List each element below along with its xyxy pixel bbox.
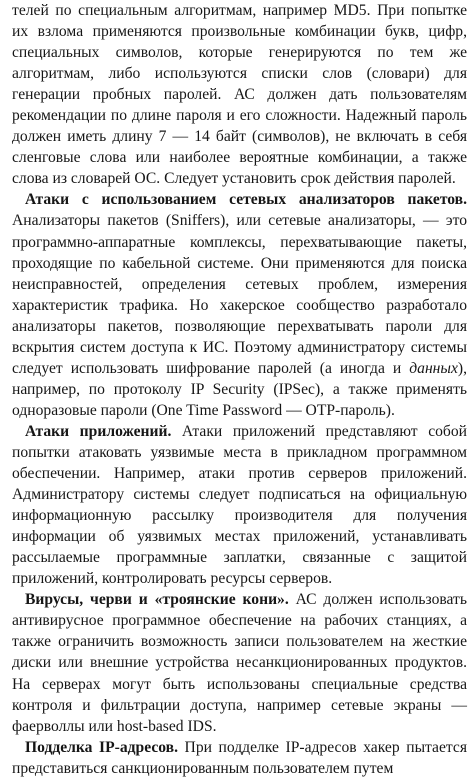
paragraph-text: При подделке IP-адресов хакер пытается представиться санкционированным пользователем путем bbox=[12, 738, 467, 777]
section-heading-ip-spoofing: Подделка IP-адресов. bbox=[25, 738, 178, 756]
section-heading-app-attacks: Атаки приложений. bbox=[25, 422, 172, 440]
paragraph-viruses bbox=[12, 589, 467, 736]
paragraph-italic-text: данных bbox=[409, 359, 458, 377]
paragraph-text: ), например, по протоколу IP Security (IPSec), а также применять одноразовые пароли (One Time Password — OTP-пароль). bbox=[12, 359, 467, 419]
paragraph-ip-spoofing bbox=[12, 737, 467, 779]
paragraph-sniffers bbox=[12, 189, 467, 421]
paragraph-text: АС должен использовать антивирусное программное обеспечение на рабочих станциях, а также ограничить возможность записи пользователем на жесткие диски или внешние устройства несанкционированных продуктов. На серверах могут быть использованы специальные средства контроля и фильтрации доступа, например сетевые экраны — фаерволлы или host-based IDS. bbox=[12, 591, 467, 735]
paragraph-text: Атаки приложений представляют собой попытки атаковать уязвимые места в прикладном программном обеспечении. Например, атаки против серверов приложений. Администратору системы следует подписаться на официальную информационную рассылку производителя для получения информации об уязвимых местах приложений, устанавливать рассылаемые программные заплатки, связанные с защитой приложений, контролировать ресурсы серверов. bbox=[12, 422, 467, 588]
paragraph-text: Анализаторы пакетов (Sniffers), или сетевые анализаторы, — это программно-аппаратные комплексы, перехватывающие пакеты, проходящие по кабельной системе. Они применяются для поиска неисправностей, определения сетевых проблем, измерения характеристик трафика. Но хакерское сообщество разработало анализаторы пакетов, позволяющие перехватывать пароли для вскрытия систем доступа к ИС. Поэтому администратору системы следует использовать шифрование паролей (а иногда и bbox=[12, 212, 467, 377]
paragraph-app-attacks bbox=[12, 421, 467, 589]
paragraph-password-cont bbox=[12, 0, 467, 189]
paragraph-text: телей по специальным алгоритмам, например MD5. При попытке их взлома применяются произвольные комбинации букв, цифр, специальных символов, которые генерируются по тем же алгоритмам, либо используются списки слов (словари) для генерации пробных паролей. АС должен дать пользователям рекомендации по длине пароля и его сложности. Надежный пароль должен иметь длину 7 — 14 байт (символов), не включать в себя сленговые слова или наиболее вероятные комбинации, а также слова из словарей ОС. Следует установить срок действия паролей. bbox=[12, 2, 467, 188]
section-heading-viruses: Вирусы, черви и «троянские кони». bbox=[25, 591, 289, 609]
section-heading-sniffers: Атаки с использованием сетевых анализаторов пакетов. bbox=[25, 191, 467, 209]
